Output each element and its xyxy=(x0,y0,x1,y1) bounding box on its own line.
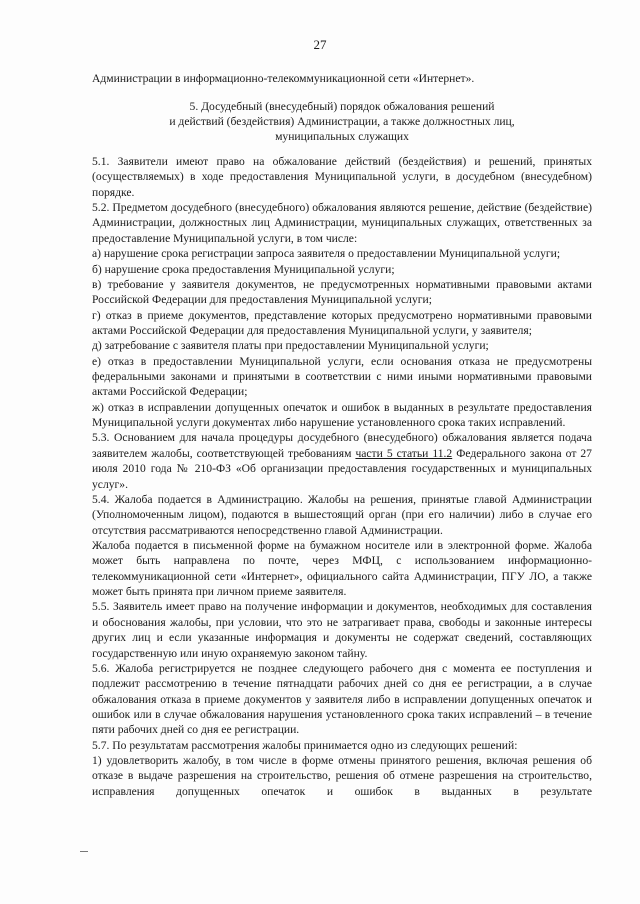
paragraph-5-5: 5.5. Заявитель имеет право на получение информации и документов, необходимых для составления и обоснования жалобы, при условии, что это не затрагивает права, свободы и законные интересы других лиц и если указанные информация и документы не содержат сведений, составляющих государственную или иную охраняемую законом тайну. xyxy=(92,600,592,660)
section-heading-line-3: муниципальных служащих xyxy=(275,130,409,144)
paragraph-5-3-text-end: Федерального закона от 27 июля 2010 года № 210-ФЗ «Об организации предоставления государственных и муниципальных услуг». xyxy=(92,446,592,491)
law-reference-link[interactable]: части 5 статьи 11.2 xyxy=(355,446,453,460)
margin-mark xyxy=(80,851,88,852)
intro-line: Администрации в информационно-телекоммуникационной сети «Интернет». xyxy=(92,72,475,85)
paragraph-5-3 xyxy=(92,430,592,491)
list-item-a: а) нарушение срока регистрации запроса заявителя о предоставлении Муниципальной услуги; xyxy=(92,247,561,261)
section-heading xyxy=(92,99,592,145)
list-item-g: г) отказ в приеме документов, представление которых предусмотрено нормативными правовыми актами Российской Федерации для предоставления Муниципальной услуги, у заявителя; xyxy=(92,308,592,337)
document-body xyxy=(92,154,592,799)
paragraph-5-4: 5.4. Жалоба подается в Администрацию. Жалобы на решения, принятые главой Администрации (Уполномоченным лицом), подаются в вышестоящий орган (при его наличии) либо в случае его отсутствия рассматриваются непосредственно главой Администрации. xyxy=(92,492,592,537)
paragraph-5-3-text-start: 5.3. Основанием для начала процедуры досудебного (внесудебного) обжалования является подача заявителем жалобы, соответствующей требованиям xyxy=(92,431,592,460)
list-item-b: б) нарушение срока предоставления Муниципальной услуги; xyxy=(92,262,395,276)
list-item-d: д) затребование с заявителя платы при предоставлении Муниципальной услуги; xyxy=(92,339,489,353)
paragraph-5-7: 5.7. По результатам рассмотрения жалобы принимается одно из следующих решений: xyxy=(92,738,518,752)
section-heading-line-1: 5. Досудебный (внесудебный) порядок обжалования решений xyxy=(189,100,495,113)
paragraph-5-4-submission: Жалоба подается в письменной форме на бумажном носителе или в электронной форме. Жалоба может быть направлена по почте, через МФЦ, с использованием информационно-телекоммуникационной сети «Интернет», официального сайта Администрации, ПГУ ЛО, а также может быть принята при личном приеме заявителя. xyxy=(92,538,592,599)
paragraph-5-6: 5.6. Жалоба регистрируется не позднее следующего рабочего дня с момента ее поступления и подлежит рассмотрению в течение пятнадцати рабочих дней со дня ее регистрации, а в случае обжалования отказа в приеме документов у заявителя либо в исправлении допущенных опечаток и ошибок или в случае обжалования нарушения установленного срока таких исправлений – в течение пяти рабочих дней со дня ее регистрации. xyxy=(92,661,592,737)
paragraph-5-1: 5.1. Заявители имеют право на обжалование действий (бездействия) и решений, принятых (осуществляемых) в ходе предоставления Муниципальной услуги, в досудебном (внесудебном) порядке. xyxy=(92,155,592,199)
page-number: 27 xyxy=(313,37,327,52)
paragraph-5-2: 5.2. Предметом досудебного (внесудебного) обжалования являются решение, действие (бездействие) Администрации, должностных лиц Администрации, муниципальных служащих, ответственных за предоставление Муниципальной услуги, в том числе: xyxy=(92,201,592,245)
list-item-e: е) отказ в предоставлении Муниципальной услуги, если основания отказа не предусмотрены федеральными законами и принятыми в соответствии с ними иными нормативными правовыми актами Российской Федерации; xyxy=(92,354,592,399)
list-item-zh: ж) отказ в исправлении допущенных опечаток и ошибок в выданных в результате предоставления Муниципальной услуги документах либо нарушение установленного срока таких исправлений. xyxy=(92,400,592,430)
list-item-v: в) требование у заявителя документов, не предусмотренных нормативными правовыми актами Российской Федерации для предоставления Муниципальной услуги; xyxy=(92,277,592,307)
section-heading-line-2: и действий (бездействия) Администрации, а также должностных лиц, xyxy=(169,115,515,129)
paragraph-5-7-item-1: 1) удовлетворить жалобу, в том числе в форме отмены принятого решения, включая решения об отказе в выдаче разрешения на строительство, решения об отмене разрешения на строительство, исправления допущенных опечаток и ошибок в выданных в результате xyxy=(92,754,592,798)
